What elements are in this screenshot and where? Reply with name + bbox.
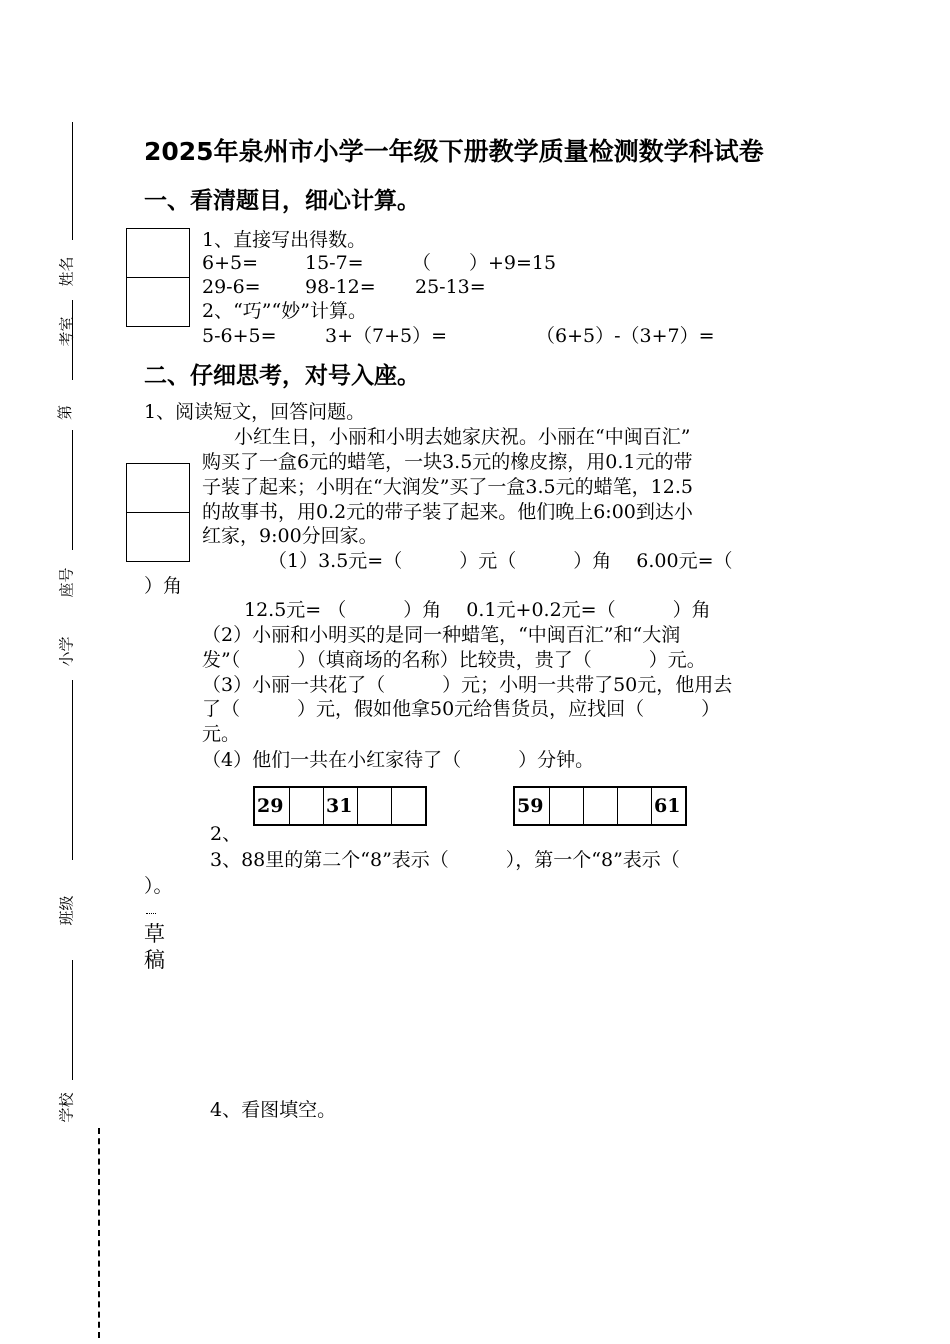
sequence-blank-cell[interactable] (391, 788, 425, 824)
sequence-cell: 61 (651, 788, 685, 824)
section1-heading: 一、看清题目，细心计算。 (144, 188, 420, 214)
class-label: 班级 (57, 895, 76, 926)
name-label: 姓名 (57, 256, 76, 287)
calc-item: （6+5）-（3+7）= (536, 325, 715, 347)
calc-item: 25-13= (415, 276, 486, 298)
exam-room-label: 考室 (57, 316, 76, 347)
section2-heading: 二、仔细思考，对号入座。 (144, 363, 420, 389)
sequence-blank-cell[interactable] (549, 788, 583, 824)
sequence-blank-cell[interactable] (583, 788, 617, 824)
q2-title: 2、“巧”“妙”计算。 (202, 300, 367, 322)
calc-item: 3+（7+5）= (325, 325, 448, 347)
calc-item: 98-12= (305, 276, 376, 298)
sequence-cell: 59 (517, 795, 544, 817)
primary-school-label: 小学 (57, 636, 76, 667)
question-3-cont: ）。 (144, 875, 173, 897)
binding-line (72, 960, 73, 1080)
calc-item: 6+5= (202, 252, 259, 274)
calc-item: 29-6= (202, 276, 261, 298)
binding-line (72, 680, 73, 860)
passage-line: 购买了一盒6元的蜡笔，一块3.5元的橡皮擦，用0.1元的带 (202, 451, 693, 473)
binding-dashed-line (98, 1128, 100, 1338)
calc-item: 15-7= (305, 252, 364, 274)
sub-question-3: （3）小丽一共花了（ ）元；小明一共带了50元，他用去 (202, 674, 733, 696)
passage-line: 红家，9:00分回家。 (202, 525, 378, 547)
sub-question-1-cont: 12.5元= （ ）角 0.1元+0.2元=（ ）角 (244, 599, 711, 621)
sub-question-3-cont: 了（ ）元，假如他拿50元给售货员，应找回（ ） (202, 698, 721, 720)
sub-question-2: （2）小丽和小明买的是同一种蜡笔，“中闽百汇”和“大润 (202, 624, 681, 646)
sequence-blank-cell[interactable] (357, 788, 391, 824)
sub-question-2-cont: 发”（ ）（填商场的名称）比较贵，贵了（ ）元。 (202, 649, 706, 671)
seq-label: 第 (56, 404, 75, 421)
draft-label: 草 (144, 922, 165, 946)
question-3: 3、88里的第二个“8”表示（ ），第一个“8”表示（ (210, 849, 680, 871)
calc-item: 5-6+5= (202, 325, 277, 347)
seat-number-label: 座号 (57, 567, 76, 598)
score-box (126, 463, 190, 562)
page-title: 2025年泉州市小学一年级下册教学质量检测数学科试卷 (144, 137, 764, 166)
question-2-label: 2、 (210, 823, 242, 845)
school-label: 学校 (57, 1092, 76, 1123)
passage-line: 子装了起来；小明在“大润发”买了一盒3.5元的蜡笔，12.5 (202, 476, 693, 498)
sequence-blank-cell[interactable] (289, 788, 323, 824)
passage-line: 小红生日，小丽和小明去她家庆祝。小丽在“中闽百汇” (234, 426, 691, 448)
score-box (126, 228, 190, 327)
sequence-cell: 29 (257, 795, 284, 817)
sequence-blank-cell[interactable] (617, 788, 651, 824)
sub-question-1: （1）3.5元=（ ）元（ ）角 6.00元=（ (268, 550, 733, 572)
draft-label: 稿 (144, 948, 165, 972)
sub-question-1-cont: ）角 (144, 575, 183, 597)
sub-question-4: （4）他们一共在小红家待了（ ）分钟。 (202, 749, 595, 771)
binding-line (72, 430, 73, 550)
sequence-cell: 31 (323, 788, 357, 824)
question-4-title: 4、看图填空。 (210, 1099, 337, 1121)
draft-divider (146, 913, 156, 914)
passage-line: 的故事书，用0.2元的带子装了起来。他们晚上6:00到达小 (202, 501, 693, 523)
binding-line (72, 122, 73, 240)
number-sequence-1 (253, 786, 427, 826)
sub-question-3-cont: 元。 (202, 723, 241, 745)
reading-question-title: 1、阅读短文，回答问题。 (144, 401, 366, 423)
number-sequence-2 (513, 786, 687, 826)
q1-title: 1、直接写出得数。 (202, 229, 367, 251)
calc-item: （ ）+9=15 (412, 252, 557, 274)
